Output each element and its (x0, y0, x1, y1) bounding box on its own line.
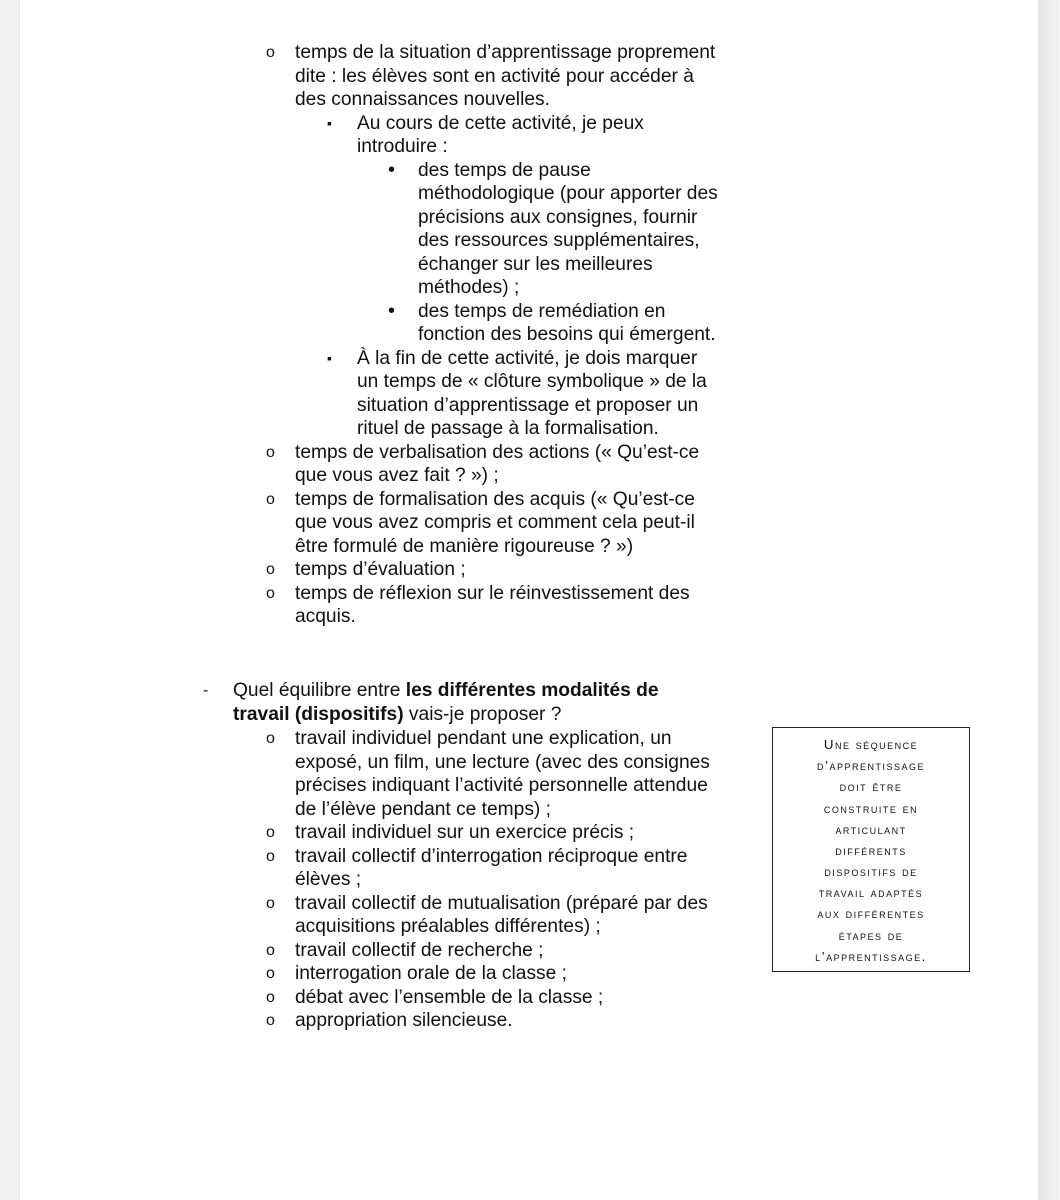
circle-bullet-icon: o (266, 490, 275, 508)
callout-line: étapes de (838, 928, 904, 943)
callout-line: différents (835, 843, 907, 858)
question-text: Quel équilibre entre (233, 680, 406, 701)
callout-line: aux différentes (817, 906, 925, 921)
question-emphasis: travail (dispositifs) (233, 703, 404, 725)
callout-line: d’apprentissage (817, 758, 925, 773)
list-item-line: acquis. (295, 606, 356, 627)
dot-bullet-icon: • (388, 299, 396, 322)
callout-line: doit être (839, 779, 903, 794)
list-item-line: fonction des besoins qui émergent. (418, 324, 716, 345)
sidebar-callout-box (772, 727, 970, 972)
circle-bullet-icon: o (266, 561, 275, 578)
circle-bullet-icon: o (266, 941, 275, 959)
circle-bullet-icon: o (266, 847, 275, 865)
callout-line: dispositifs de (824, 864, 918, 879)
circle-bullet-icon: o (266, 1012, 275, 1029)
list-item-line: appropriation silencieuse. (295, 1010, 513, 1031)
list-item-line: élèves ; (295, 869, 362, 890)
circle-bullet-icon: o (266, 730, 275, 747)
square-bullet-icon: ▪ (327, 114, 332, 131)
list-item-line: travail collectif de recherche ; (295, 939, 544, 961)
list-item-line: dite : les élèves sont en activité pour accéder à (295, 65, 694, 87)
list-item-line: des temps de pause (418, 159, 591, 181)
circle-bullet-icon: o (266, 44, 275, 61)
list-item-line: travail collectif d’interrogation réciproque entre (295, 845, 688, 867)
square-bullet-icon: ▪ (327, 349, 332, 366)
list-item-line: temps de la situation d’apprentissage proprement (295, 42, 716, 63)
list-item-line: rituel de passage à la formalisation. (357, 418, 659, 439)
list-item-line: un temps de « clôture symbolique » de la (357, 371, 707, 392)
list-item-line: débat avec l’ensemble de la classe ; (295, 986, 604, 1008)
list-item-line: temps de réflexion sur le réinvestissement des (295, 582, 690, 604)
list-item-line: temps d’évaluation ; (295, 559, 466, 580)
question-line (233, 679, 659, 703)
dash-bullet-icon: - (203, 682, 209, 699)
list-item-line: des temps de remédiation en (418, 300, 666, 322)
question-text: vais-je proposer ? (403, 703, 562, 725)
question-emphasis: les différentes modalités de (405, 680, 659, 701)
document-page (20, 0, 1038, 1200)
list-item-line: introduire : (357, 136, 448, 157)
list-item-line: des connaissances nouvelles. (295, 89, 550, 110)
circle-bullet-icon: o (266, 824, 275, 841)
circle-bullet-icon: o (266, 443, 275, 461)
list-item-line: méthodes) ; (418, 277, 520, 298)
list-item-line: travail individuel sur un exercice précis ; (295, 822, 635, 843)
dot-bullet-icon: • (388, 158, 396, 181)
list-item-line: que vous avez compris et comment cela peut-il (295, 512, 695, 533)
list-item-line: À la fin de cette activité, je dois marquer (357, 347, 698, 369)
callout-line: travail adaptés (818, 885, 924, 900)
question-line (233, 703, 561, 727)
list-item-line: que vous avez fait ? ») ; (295, 465, 499, 486)
list-item-line: interrogation orale de la classe ; (295, 963, 567, 984)
callout-line: articulant (835, 822, 907, 837)
list-item-line: précisions aux consignes, fournir (418, 206, 698, 228)
list-item-line: travail individuel pendant une explication, un (295, 728, 672, 749)
list-item-line: exposé, un film, une lecture (avec des consignes (295, 751, 710, 773)
list-item-line: Au cours de cette activité, je peux (357, 112, 644, 134)
circle-bullet-icon: o (266, 894, 275, 912)
list-item-line: être formulé de manière rigoureuse ? ») (295, 535, 634, 557)
list-item-line: échanger sur les meilleures (418, 253, 653, 275)
list-item-line: précises indiquant l’activité personnelle attendue (295, 775, 708, 796)
list-item-line: temps de formalisation des acquis (« Qu’est-ce (295, 488, 695, 510)
page-edge-shadow (1038, 0, 1060, 1200)
callout-line: construite en (823, 801, 919, 816)
circle-bullet-icon: o (266, 584, 275, 602)
list-item-line: travail collectif de mutualisation (préparé par des (295, 892, 708, 914)
callout-line: l’apprentissage. (815, 949, 927, 964)
list-item-line: méthodologique (pour apporter des (418, 183, 718, 204)
circle-bullet-icon: o (266, 965, 275, 982)
circle-bullet-icon: o (266, 988, 275, 1006)
list-item-line: temps de verbalisation des actions (« Qu’est-ce (295, 441, 700, 463)
list-item-line: situation d’apprentissage et proposer un (357, 394, 699, 416)
list-item-line: acquisitions préalables différentes) ; (295, 916, 601, 937)
callout-line: Une séquence (823, 737, 919, 752)
list-item-line: de l’élève pendant ce temps) ; (295, 798, 551, 820)
list-item-line: des ressources supplémentaires, (418, 230, 700, 251)
